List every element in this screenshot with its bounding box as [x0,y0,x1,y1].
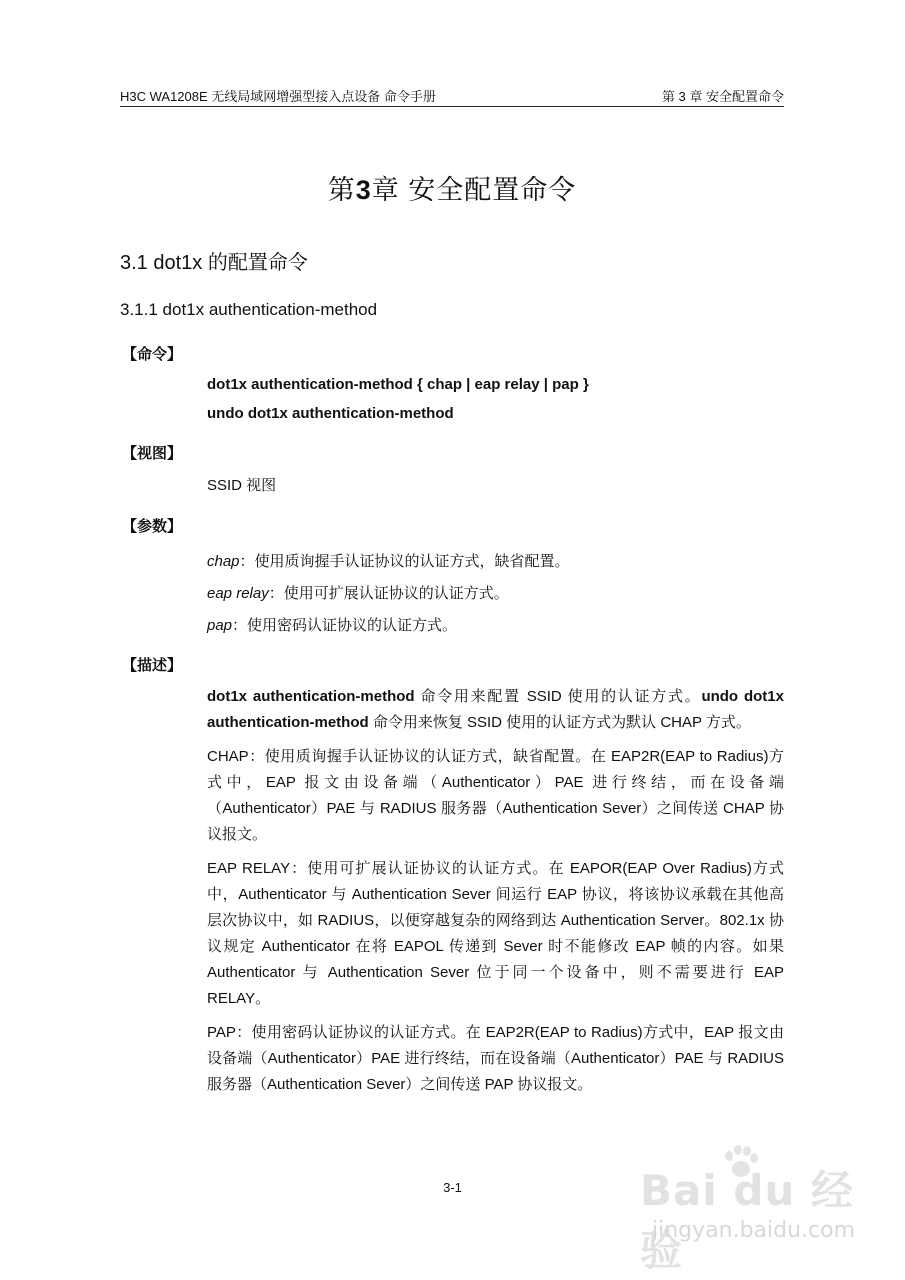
subsection-title: 3.1.1 dot1x authentication-method [120,300,378,319]
desc-text: 命令用来配置 SSID 使用的认证方式。 [414,688,702,705]
command-label: 【命令】 [122,346,183,363]
header-manual-title: H3C WA1208E 无线局域网增强型接入点设备 命令手册 [120,89,436,104]
view-label: 【视图】 [122,445,183,462]
page-number: 3-1 [443,1180,462,1195]
params-list [207,546,784,642]
header-chapter: 第 3 章 安全配置命令 [661,89,784,104]
param-desc: ：使用密码认证协议的认证方式。 [232,617,458,634]
chapter-suffix: 章 安全配置命令 [371,175,577,205]
param-eap-relay [207,578,784,610]
watermark-logo: Bai du 经验 [640,1166,854,1275]
chapter-title [120,168,784,207]
watermark-url: jingyan.baidu.com [652,1218,856,1243]
param-desc: ：使用质询握手认证协议的认证方式，缺省配置。 [239,553,570,570]
param-name: chap [207,553,240,570]
command-line-1: dot1x authentication-method { chap | eap relay | pap } [207,376,589,393]
desc-paragraph-1 [207,684,784,736]
desc-paragraph-eap-relay: EAP RELAY：使用可扩展认证协议的认证方式。在 EAPOR(EAP Over Radius)方式中，Authenticator 与 Authentication Sever 间运行 EAP 协议，将该协议承载在其他高层次协议中，如 RADIUS，以便穿越复杂的网络到达 Authentication Server。802.1x 协议规定 Authenticator 在将 EAPOL 传递到 Sever 时不能修改 EAP 帧的内容。如果 Authenticator 与 Authentication Sever 位于同一个设备中，则不需要进行 EAP RELAY。 [207,860,784,1007]
desc-text: 命令用来恢复 SSID 使用的认证方式为默认 CHAP 方式。 [368,714,751,731]
param-chap [207,546,784,578]
watermark [628,1142,868,1275]
chapter-prefix: 第 [327,175,356,205]
section-title: 3.1 dot1x 的配置命令 [120,252,308,274]
desc-command: undo dot1x authentication-method [207,688,784,731]
param-name: pap [207,617,233,634]
param-name: eap relay [207,585,269,602]
command-block [207,372,784,427]
chapter-number: 3 [355,175,372,205]
description-block [207,684,784,1106]
desc-paragraph-pap: PAP：使用密码认证协议的认证方式。在 EAP2R(EAP to Radius)方式中，EAP 报文由设备端（Authenticator）PAE 进行终结，而在设备端（Authenticator）PAE 与 RADIUS 服务器（Authentication Sever）之间传送 PAP 协议报文。 [207,1024,784,1093]
desc-label: 【描述】 [122,657,183,674]
param-pap [207,610,784,642]
command-line-2: undo dot1x authentication-method [207,405,454,422]
view-text: SSID 视图 [207,477,277,494]
param-desc: ：使用可扩展认证协议的认证方式。 [268,585,509,602]
desc-paragraph-chap: CHAP：使用质询握手认证协议的认证方式，缺省配置。在 EAP2R(EAP to Radius)方式中，EAP 报文由设备端（Authenticator）PAE 进行终结，而在设备端（Authenticator）PAE 与 RADIUS 服务器（Authentication Sever）之间传送 CHAP 协议报文。 [207,748,784,843]
params-label: 【参数】 [122,518,183,535]
page-header [120,86,784,107]
desc-command: dot1x authentication-method [207,688,415,705]
